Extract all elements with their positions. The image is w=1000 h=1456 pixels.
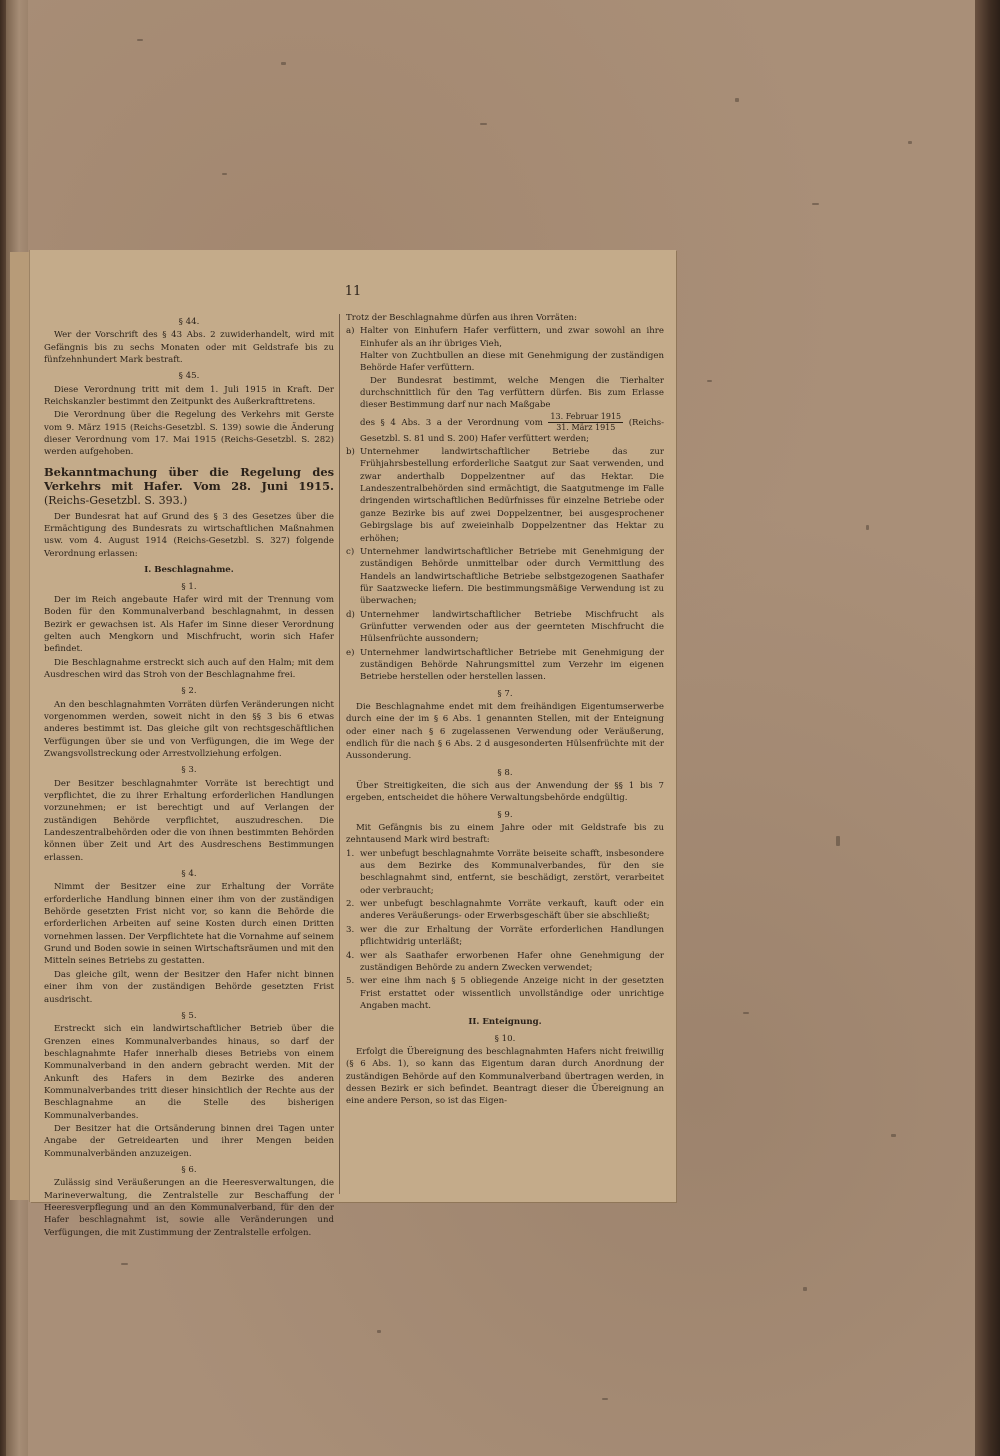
section-9-intro: Mit Gefängnis bis zu einem Jahre oder mit Geldstrafe bis zu zehntausend Mark wird bestraft: [346,823,664,846]
fraction-bottom-date: 31. März 1915 [556,422,616,432]
section-6-text: Zulässig sind Veräußerungen an die Heeresverwaltungen, die Marineverwaltung, die Zentralstelle zur Beschaffung der Heeresverpflegung und an den Kommunalverband, für den der Hafer beschlagnahmt ist, sowie alle Veränderungen und Verfügungen, die mit Zustimmung der Zentralstelle erfolgen. [44,1178,334,1238]
list-text-a-ref-after: (Reichs-Gesetzbl. S. 81 und S. 200) Hafer verfüttert werden; [360,417,665,444]
section-1-text-2: Die Beschlagnahme erstreckt sich auch auf den Halm; mit dem Ausdreschen wird das Stroh von der Beschlagnahme frei. [44,657,334,680]
section-45-text-2: Die Verordnung über die Regelung des Verkehrs mit Gerste vom 9. März 1915 (Reichs-Gesetzbl. S. 139) sowie die Änderung dieser Verordnung vom 17. Mai 1915 (Reichs-Gesetzbl. S. 282) werden aufgehoben. [44,410,334,458]
fraction-top-date: 13. Februar 1915 [550,411,622,421]
penalty-label-5: 5. [346,976,355,987]
list-item-b [346,446,664,545]
clipped-gazette-page [30,250,676,1238]
paper-speck [480,123,487,125]
list-text-a-2: Halter von Zuchtbullen an diese mit Genehmigung der zuständigen Behörde Hafer verfüttern. [360,351,664,374]
list-item-e [346,647,664,684]
section-10-number: § 10. [494,1033,516,1044]
list-text-a-ref [360,412,664,445]
list-label-b: b) [346,447,355,458]
penalty-text-5: wer eine ihm nach § 5 obliegende Anzeige nicht in der gesetzten Frist erstattet oder wissentlich unvollständige oder unrichtige Angaben macht. [360,976,664,1011]
paper-speck [121,1263,128,1265]
section-9-number: § 9. [497,809,513,820]
section-7-text: Die Beschlagnahme endet mit dem freihändigen Eigentumserwerbe durch eine der im § 6 Abs. 1 genannten Stellen, mit der Enteignung oder einer nach § 6 zugelassenen Verwendung oder Veräußerung, endlich für die nach § 6 Abs. 2 d ausgesonderten Hülsenfrüchte mit der Aussonderung. [346,701,664,762]
section-45-text-1: Diese Verordnung tritt mit dem 1. Juli 1915 in Kraft. Der Reichskanzler bestimmt den Zeitpunkt des Außerkrafttretens. [44,384,334,408]
paper-speck [836,836,840,846]
list-label-c: c) [346,546,355,557]
list-text-e: Unternehmer landwirtschaftlicher Betriebe mit Genehmigung der zuständigen Behörde Nahrungsmittel zum Verzehr im eigenen Betriebe herstellen oder herstellen lassen. [360,647,664,683]
list-text-a-1: Halter von Einhufern Hafer verfüttern, und zwar sowohl an ihre Einhufer als an ihr übriges Vieh, [360,326,664,349]
list-text-a [360,325,664,445]
section-3-text: Der Besitzer beschlagnahmter Vorräte ist berechtigt und verpflichtet, die zu ihrer Erhaltung erforderlichen Handlungen vorzunehmen; er ist berechtigt und auf Verlangen der zuständigen Behörde verpflichtet, auszudreschen. Die Landeszentralbehörden oder die von ihnen bestimmten Behörden können über Zeit und Art des Ausdreschens Bestimmungen erlassen. [44,778,334,863]
left-column [44,312,334,1240]
section-45-number: § 45. [178,371,200,382]
section-4-number: § 4. [181,869,197,880]
penalty-item-4 [346,950,664,975]
list-text-a-3: Der Bundesrat bestimmt, welche Mengen die Tierhalter durchschnittlich für den Tag verfüttern dürfen. Bis zum Erlasse dieser Bestimmung darf nur nach Maßgabe [360,375,664,411]
section-44-number: § 44. [178,317,200,327]
announcement-title: Bekanntmachung über die Regelung des Verkehrs mit Hafer. Vom 28. Juni 1915. [44,464,334,493]
list-label-e: e) [346,647,355,658]
announcement-reference: (Reichs-Gesetzbl. S. 393.) [44,493,188,507]
column-divider [339,314,340,1194]
announcement-intro: Der Bundesrat hat auf Grund des § 3 des Gesetzes über die Ermächtigung des Bundesrats zu wirtschaftlichen Maßnahmen usw. vom 4. August 1914 (Reichs-Gesetzbl. S. 327) folgende Verordnung erlassen: [44,511,334,559]
section-6-number: § 6. [181,1164,197,1175]
section-5-number: § 5. [181,1010,197,1021]
section-10-text: Erfolgt die Übereignung des beschlagnahmten Hafers nicht freiwillig (§ 6 Abs. 1), so kann das Eigentum daran durch Anordnung der zuständigen Behörde auf den Kommunalverband übertragen werden, in dessen Bezirk er sich befindet. Beantragt dieser die Übereignung an eine andere Person, so ist das Eigen- [346,1046,664,1107]
penalty-label-4: 4. [346,950,355,961]
paper-speck [891,1134,896,1137]
date-fraction [548,412,623,433]
section-44-text: Wer der Vorschrift des § 43 Abs. 2 zuwiderhandelt, wird mit Gefängnis bis zu sechs Monaten oder mit Geldstrafe bis zu fünfzehnhundert Mark bestraft. [44,330,334,366]
penalty-text-2: wer unbefugt beschlagnahmte Vorräte verkauft, kauft oder ein anderes Veräußerungs- oder Erwerbsgeschäft über sie abschließt; [360,899,664,922]
penalty-label-2: 2. [346,899,355,910]
section-8-text: Über Streitigkeiten, die sich aus der Anwendung der §§ 1 bis 7 ergeben, entscheidet die höhere Verwaltungsbehörde endgültig. [346,781,664,804]
section-1-text-1: Der im Reich angebaute Hafer wird mit der Trennung vom Boden für den Kommunalverband beschlagnahmt, in dessen Bezirk er gewachsen ist. Als Hafer im Sinne dieser Verordnung gelten auch Mengkorn und Mischfrucht, worin sich Hafer befindet. [44,594,334,655]
section-5-text-2: Der Besitzer hat die Ortsänderung binnen drei Tagen unter Angabe der Getreidearten und ihrer Mengen beiden Kommunalverbänden anzuzeigen. [44,1123,334,1159]
list-text-c: Unternehmer landwirtschaftlicher Betriebe mit Genehmigung der zuständigen Behörde unmittelbar oder durch Vermittlung des Handels an landwirtschaftliche Betriebe selbstgezogenen Saathafer für Saatzwecke liefern. Die bestimmungsmäßige Verwendung ist zu überwachen; [360,546,664,607]
list-text-d: Unternehmer landwirtschaftlicher Betriebe Mischfrucht als Grünfutter verwenden oder aus der geernteten Mischfrucht die Hülsenfrüchte aussondern; [360,609,664,645]
paper-speck [377,1330,381,1333]
part-2-title: II. Enteignung. [468,1017,542,1028]
section-2-number: § 2. [181,686,197,697]
penalty-item-1 [346,848,664,897]
paper-speck [812,203,819,205]
section-3-number: § 3. [181,765,197,776]
section-5-text-1: Erstreckt sich ein landwirtschaftlicher Betrieb über die Grenzen eines Kommunalverbandes hinaus, so darf der beschlagnahmte Hafer innerhalb dieses Betriebs von einem Kommunalverband in den andern gebracht werden. Mit der Ankunft des Hafers in dem Bezirke des anderen Kommunalverbandes tritt dieser hinsichtlich der Rechte aus der Beschlagnahme an die Stelle des bisherigen Kommunalverbandes. [44,1024,334,1121]
penalty-text-3: wer die zur Erhaltung der Vorräte erforderlichen Handlungen pflichtwidrig unterläßt; [360,924,664,948]
part-1-title: I. Beschlagnahme. [144,565,234,576]
paper-speck [222,173,227,175]
penalty-label-3: 3. [346,924,355,935]
paper-speck [743,1012,749,1014]
section-8-number: § 8. [497,767,513,778]
penalty-label-1: 1. [346,848,355,859]
section-4-text-2: Das gleiche gilt, wenn der Besitzer den Hafer nicht binnen einer ihm von der zuständigen Behörde gesetzten Frist ausdrischt. [44,969,334,1005]
paper-speck [281,62,286,65]
exceptions-intro: Trotz der Beschlagnahme dürfen aus ihren Vorräten: [346,313,577,323]
list-item-a [346,325,664,445]
paper-speck [803,1287,807,1291]
section-7-number: § 7. [497,688,513,699]
list-label-a: a) [346,326,355,337]
paper-speck [735,98,739,102]
paper-speck [602,1398,608,1400]
list-item-c [346,546,664,608]
page-number: 11 [344,284,362,299]
list-item-d [346,609,664,646]
penalty-text-4: wer als Saathafer erworbenen Hafer ohne Genehmigung der zuständigen Behörde zu andern Zwecken verwendet; [360,950,664,973]
penalty-item-5 [346,975,664,1012]
list-label-d: d) [346,609,355,620]
section-4-text-1: Nimmt der Besitzer eine zur Erhaltung der Vorräte erforderliche Handlung binnen einer ihm von der zuständigen Behörde gesetzten Frist nicht vor, so kann die Behörde die erforderlichen Arbeiten auf seine Kosten durch einen Dritten vornehmen lassen. Der Verpflichtete hat die Vornahme auf seinem Grund und Boden sowie in seinen Wirtschaftsräumen und mit den Mitteln seines Betriebs zu gestatten. [44,882,334,967]
list-text-b: Unternehmer landwirtschaftlicher Betriebe das zur Frühjahrsbestellung erforderliche Saatgut zur Saat verwenden, und zwar anderthalb Doppelzentner auf das Hektar. Die Landeszentralbehörden sind ermächtigt, die Saatgutmenge im Falle dringenden wirtschaftlichen Bedürfnisses für einzelne Betriebe oder ganze Bezirke bis auf zwei Doppelzentner, bei ausgesprochener Gebirgslage bis auf zweieinhalb Doppelzentner das Hektar zu erhöhen; [360,447,664,544]
right-binding-edge [975,0,1000,1456]
paper-speck [137,39,143,41]
paper-speck [707,380,712,382]
list-text-a-ref-before: des § 4 Abs. 3 a der Verordnung vom [360,417,543,428]
underlying-page-strip [10,252,31,1200]
paper-speck [866,525,869,530]
section-2-text: An den beschlagnahmten Vorräten dürfen Veränderungen nicht vorgenommen werden, soweit nicht in den §§ 3 bis 6 etwas anderes bestimmt ist. Das gleiche gilt von rechtsgeschäftlichen Verfügungen über sie und von Verfügungen, die im Wege der Zwangsvollstreckung oder Arrestvollziehung erfolgen. [44,699,334,759]
right-column [346,312,664,1109]
penalty-item-2 [346,898,664,923]
paper-speck [908,141,912,144]
announcement-heading [44,465,334,508]
penalty-item-3 [346,924,664,949]
section-1-number: § 1. [181,581,197,592]
penalty-text-1: wer unbefugt beschlagnahmte Vorräte beiseite schafft, insbesondere aus dem Bezirke des Kommunalverbandes, für den sie beschlagnahmt sind, entfernt, sie beschädigt, zerstört, verarbeitet oder verbraucht; [360,848,664,896]
